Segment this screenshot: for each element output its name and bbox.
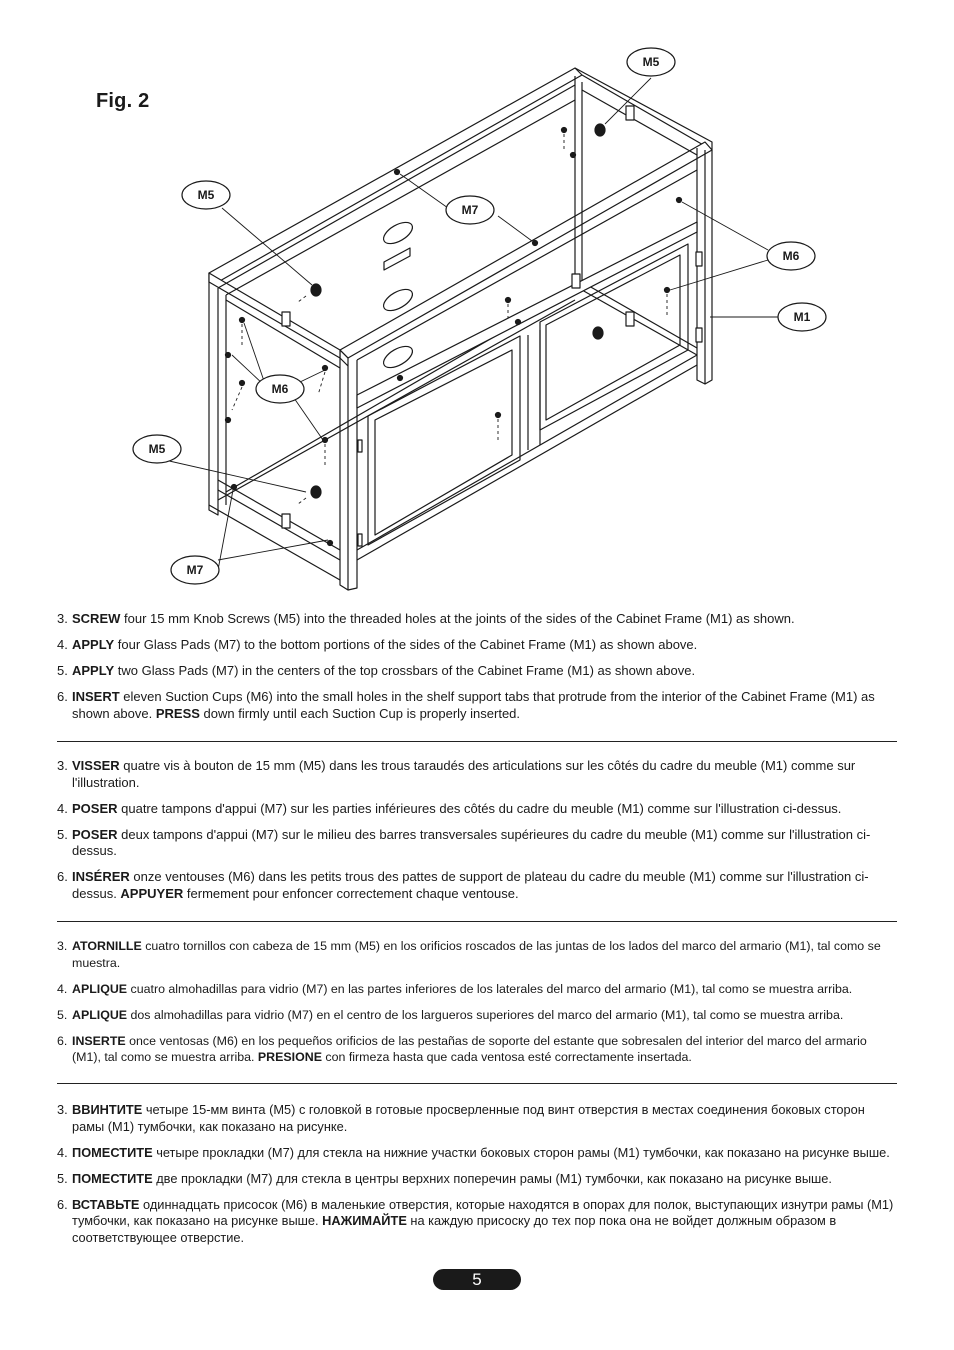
callout-label: M6 (782, 249, 800, 263)
instructions-french (57, 758, 897, 912)
figure-title: Fig. 2 (96, 90, 150, 112)
insertion-guides (232, 134, 667, 504)
instruction-item: 6. INSERTE once ventosas (M6) en los pequeños orificios de las pestañas de soporte del estante que sobresalen del interior del marco del armario (M1), tal como se muestra arriba. PRESIONE con firmeza hasta que cada ventosa esté correctamente insertada. (57, 1033, 867, 1064)
frame-legs (209, 76, 712, 590)
frame-handles (380, 218, 416, 372)
instruction-item: 3. ВВИНТИТЕ четыре 15-мм винта (M5) с головкой в готовые просверленные под винт отверстия в местах соединения боковых сторон рамы (M1) тумбочки, как показано на рисунке. (57, 1102, 865, 1134)
instructions-english (57, 611, 897, 732)
instruction-item: 3. VISSER quatre vis à bouton de 15 mm (M5) dans les trous taraudés des articulations sur les côtés du cadre du meuble (M1) comme sur l'illustration. (57, 758, 856, 790)
instruction-item: 4. POSER quatre tampons d'appui (M7) sur les parties inférieures des côtés du cadre du meuble (M1) comme sur l'illustration ci-dessus. (57, 800, 842, 816)
callout-label: M5 (197, 188, 215, 202)
callout-m7-center (446, 196, 494, 224)
section-divider (57, 921, 897, 922)
section-divider (57, 741, 897, 742)
callout-m7-bottom (171, 556, 219, 584)
callout-label: M1 (793, 310, 811, 324)
instruction-item: 6. ВСТАВЬТЕ одиннадцать присосок (M6) в маленькие отверстия, которые находятся в опорах для полок, выступающих изнутри рамы (M1) тумбочки, как показано на рисунке выше. НАЖИМАЙТЕ на каждую присоску до тех пор пока она не войдет должным образом в соответствующее отверстие. (57, 1196, 894, 1245)
instruction-item: 5. APLIQUE dos almohadillas para vidrio (M7) en el centro de los largueros superiores del marco del armario (M1), tal como se muestra arriba. (57, 1007, 844, 1022)
instruction-item: 4. ПОМЕСТИТЕ четыре прокладки (M7) для стекла на нижние участки боковых сторон рамы (M1) тумбочки, как показано на рисунке выше. (57, 1144, 890, 1160)
callout-m1 (778, 303, 826, 331)
instructions-russian (57, 1102, 897, 1256)
callout-label: M6 (271, 382, 289, 396)
callout-label: M7 (186, 563, 204, 577)
callout-m5-bottom (133, 435, 181, 463)
callout-m5-top (627, 48, 675, 76)
instructions-spanish (57, 938, 897, 1075)
hardware-parts (226, 124, 682, 546)
section-divider (57, 1083, 897, 1084)
instruction-item: 6. INSÉRER onze ventouses (M6) dans les petits trous des pattes de support de plateau du cadre du meuble (M1) comme sur l'illustration ci-dessus. APPUYER fermement pour enfoncer correctement chaque ventouse. (57, 869, 869, 901)
instruction-item: 5. APPLY two Glass Pads (M7) in the centers of the top crossbars of the Cabinet Frame (M1) as shown above. (57, 663, 696, 678)
callout-label: M5 (148, 442, 166, 456)
instruction-item: 3. SCREW four 15 mm Knob Screws (M5) into the threaded holes at the joints of the sides of the Cabinet Frame (M1) as shown. (57, 611, 795, 626)
instruction-item: 4. APLIQUE cuatro almohadillas para vidrio (M7) en las partes inferiores de los laterales del marco del armario (M1), tal como se muestra arriba. (57, 981, 853, 996)
callout-label: M5 (642, 55, 660, 69)
instruction-item: 4. APPLY four Glass Pads (M7) to the bottom portions of the sides of the Cabinet Frame (M1) as shown above. (57, 637, 698, 652)
callout-m5-left (182, 181, 230, 209)
frame-back (218, 85, 575, 505)
page-number: 5 (433, 1269, 521, 1290)
callout-label: M7 (461, 203, 479, 217)
instruction-item: 5. POSER deux tampons d'appui (M7) sur le milieu des barres transversales supérieures du cadre du meuble (M1) comme sur l'illustration ci-dessus. (57, 826, 871, 858)
instruction-item: 3. ATORNILLE cuatro tornillos con cabeza de 15 mm (M5) en los orificios roscados de las juntas de los lados del marco del armario (M1), tal como se muestra. (57, 939, 881, 970)
instruction-item: 5. ПОМЕСТИТЕ две прокладки (M7) для стекла в центры верхних поперечин рамы (M1) тумбочки, как показано на рисунке выше. (57, 1170, 832, 1186)
callout-m6-right (767, 242, 815, 270)
callout-m6-left (256, 375, 304, 403)
cabinet-frame-diagram (0, 0, 954, 600)
frame-front-panel (357, 170, 697, 560)
instruction-item: 6. INSERT eleven Suction Cups (M6) into the small holes in the shelf support tabs that protrude from the interior of the Cabinet Frame (M1) as shown above. PRESS down firmly until each Suction Cup is properly inserted. (57, 689, 875, 721)
